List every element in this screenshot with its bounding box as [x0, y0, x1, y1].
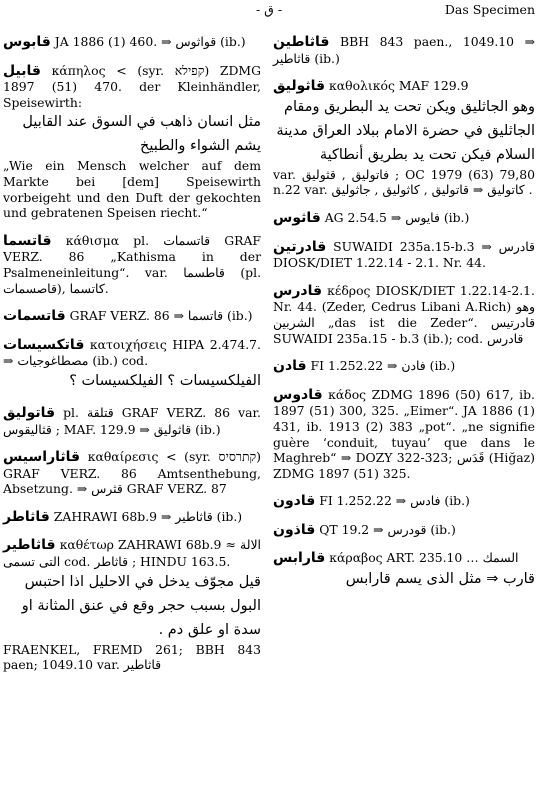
dictionary-entry	[3, 449, 261, 497]
entry-headword: قادرس	[273, 282, 322, 299]
dictionary-entry	[3, 34, 261, 51]
page-label: - ق -	[255, 2, 283, 17]
dictionary-entry	[3, 537, 261, 672]
dictionary-entry	[273, 550, 535, 591]
dictionary-entry	[273, 283, 535, 346]
entry-headword: قاثوليق	[273, 78, 326, 95]
entry-headword: قاذون	[273, 521, 316, 538]
running-title: Das Specimen	[444, 2, 535, 17]
entry-headword: قاثاطير	[3, 537, 56, 554]
dictionary-entry	[273, 78, 535, 198]
entry-text: AG 2.54.5 ⇒ فايوس (ib.)	[324, 209, 470, 225]
entry-continuation: „Wie ein Mensch welcher auf dem Markte bei [dem] Speisewirth vorbeigeht und den Duft der gekochten und gebratenen Speisen riecht.“	[3, 158, 261, 221]
dictionary-entry	[273, 387, 535, 482]
dictionary-entry	[273, 522, 535, 539]
entry-text: καθέτωρ ZAHRAWI 68b.9 ≈ الالة التى تسمى cod. قاثاطر ; HINDU 163.5.	[3, 537, 261, 570]
right-column	[273, 34, 535, 603]
entry-text: κάθισμα pl. قاتسمات GRAF VERZ. 86 „Kathisma in der Psalmeneinleitung“. var. قاطسما (pl. قاصسمات), كاتسما.	[3, 232, 262, 296]
entry-text: κάραβος ART. 235.10 … السمك	[329, 550, 519, 566]
dictionary-entry	[3, 63, 261, 221]
entry-headword: قادون	[273, 493, 316, 510]
dictionary-entry	[273, 210, 535, 227]
entry-text: GRAF VERZ. 86 ⇒ قاتسما (ib.)	[69, 308, 253, 324]
entry-text: JA 1886 (1) 460. ⇒ قواثوس (ib.)	[54, 34, 246, 49]
entry-arabic-quote: وهو الجاثليق ويكن تحت يد البطريق ومقام الجاثليق في حضرة الامام ببلاد العراق مدينة السلام فيكن تحت يد بطريق أنطاكية	[276, 98, 535, 163]
dictionary-entry	[3, 337, 261, 393]
entry-headword: قاثاطر	[3, 508, 50, 525]
dictionary-entry	[3, 233, 261, 296]
entry-text: FI 1.252.22 ⇒ فادس (ib.)	[319, 493, 470, 509]
entry-text: pl. قتلقة GRAF VERZ. 86 var. قثاليقوس ; MAF. 129.9 ⇒ قاثوليق (ib.)	[3, 404, 261, 437]
entry-text: BBH 843 paen., 1049.10 ⇒ قاثاطير (ib.)	[273, 34, 535, 66]
entry-headword: قاتوليق	[3, 404, 56, 421]
entry-arabic-quote: مثل انسان ذاهب في السوق عند القابيل يشم الشواء والطبيخ	[22, 114, 261, 155]
entry-text: κέδρος DIOSK/DIET 1.22.14-2.1. Nr. 44. (Zeder, Cedrus Libani A.Rich) وهو الشربين „das ist die Zeder“. قادرتيس SUWAIDI 235a.15 - b.3 (ib.); cod. قادرس	[273, 282, 535, 346]
entry-text: ZAHRAWI 68b.9 ⇒ قاثاطير (ib.)	[53, 508, 243, 524]
entry-headword: قاتسمات	[3, 308, 66, 325]
dictionary-entry	[3, 405, 261, 437]
entry-headword: قارابس	[273, 550, 326, 567]
entry-continuation: var. فاتوليق , قثوليق ; OC 1979 (63) 79,80 n.22 var. كاتوليق ⇒ قاتوليق , كاثوليق , جاثوليق .	[273, 166, 536, 198]
entry-headword: قاتسما	[3, 232, 52, 249]
entry-headword: قاتكسيسات	[3, 336, 85, 353]
dictionary-entry	[3, 509, 261, 526]
entry-headword: قادوس	[273, 386, 323, 403]
entry-arabic-quote: قارب ⇒ مثل الذى يسم قارابس	[345, 571, 535, 588]
entry-headword: قابيل	[3, 62, 41, 79]
entry-headword: قادن	[273, 358, 307, 375]
entry-text: QT 19.2 ⇒ قودرس (ib.)	[319, 521, 456, 537]
entry-headword: قادرتين	[273, 238, 327, 255]
entry-text: κάπηλος < (syr. קפילא) ZDMG 1897 (51) 470. der Kleinhändler, Speisewirth:	[3, 62, 261, 110]
dictionary-entry	[273, 239, 535, 271]
entry-text: καθαίρεσις < (syr. קתרסיס) GRAF VERZ. 86 Amtsenthebung, Absetzung. ⇒ قثرس GRAF VERZ. 87	[3, 449, 261, 497]
entry-headword: قابوس	[3, 34, 51, 50]
page-header	[0, 2, 538, 18]
entry-arabic-quote: قيل مجوّف يدخل في الاحليل اذا احتبس البول بسبب حجر وقع في عنق المثانة او سدة او علق دم .	[21, 573, 261, 638]
dictionary-entry	[273, 358, 535, 375]
entry-headword: قاثوس	[273, 209, 321, 226]
left-column	[3, 34, 261, 685]
dictionary-entry	[3, 308, 261, 325]
dictionary-entry	[273, 493, 535, 510]
entry-text: κατοιχήσεις HIPA 2.474.7. ⇒ مصطاغوجيات (ib.) cod.	[3, 336, 261, 369]
entry-arabic-quote: الفيلكسيسات ؟ الفيلكسيسات ؟	[69, 372, 261, 389]
entry-text: κάδος ZDMG 1896 (50) 617, ib. 1897 (51) 300, 325. „Eimer“. JA 1886 (1) 431, ib. 1913 (2) 383 „pot“. „ne signifie guère ‘conduit, tuyau’ que dans le Maghreb“ ⇒ DOZY 322-323; قَدَس (Hiğaz) ZDMG 1897 (51) 325.	[273, 386, 536, 481]
entry-text: καθολικός MAF 129.9	[329, 78, 469, 94]
entry-continuation: FRAENKEL, FREMD 261; BBH 843 paen; 1049.10 var. قاثاطير	[3, 641, 261, 673]
entry-text: SUWAIDI 235a.15-b.3 ⇒ قادرس DIOSK/DIET 1.22.14 - 2.1. Nr. 44.	[273, 238, 535, 271]
entry-headword: قاثاطين	[273, 34, 330, 50]
dictionary-entry	[273, 34, 535, 66]
entry-text: FI 1.252.22 ⇒ فادن (ib.)	[310, 358, 456, 374]
entry-headword: قاثاراسيس	[3, 449, 81, 466]
